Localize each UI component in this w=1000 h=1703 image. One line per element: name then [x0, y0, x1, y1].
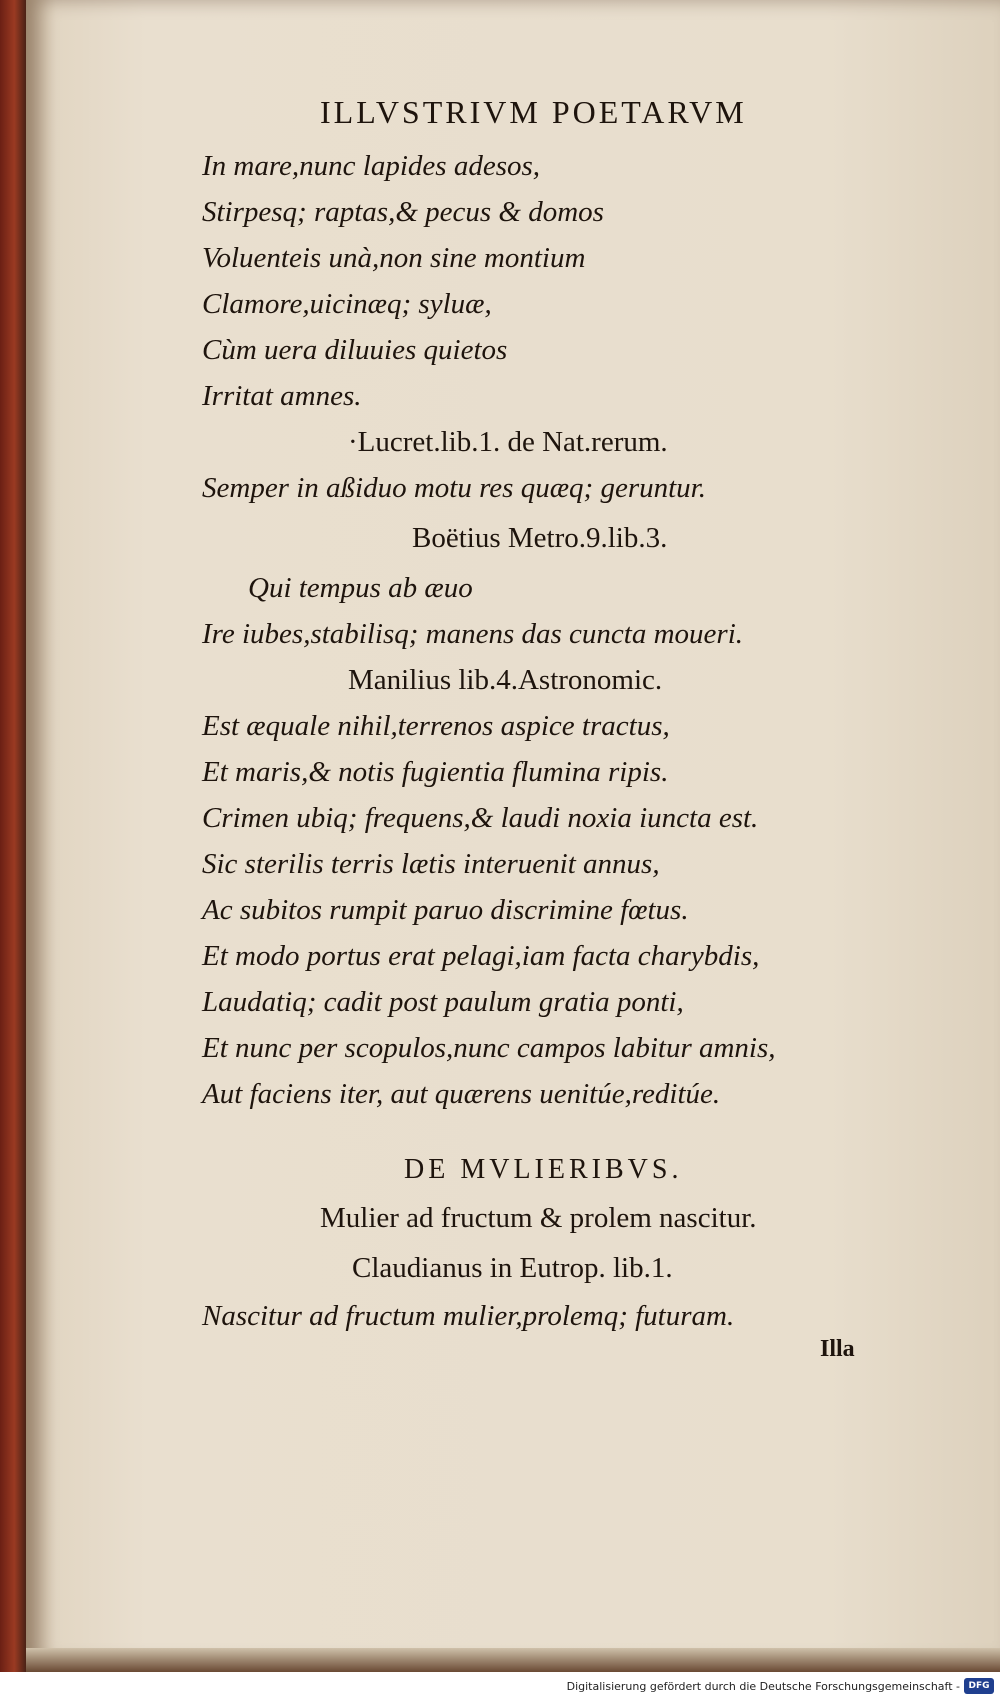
text-line: Est æquale nihil,terrenos aspice tractus,: [202, 710, 670, 742]
book-spine: [0, 0, 26, 1672]
text-line: Crimen ubiq; frequens,& laudi noxia iuncta est.: [202, 802, 759, 834]
text-line: Et nunc per scopulos,nunc campos labitur amnis,: [202, 1032, 776, 1064]
source-heading: ·Lucret.lib.1. de Nat.rerum.: [348, 426, 668, 458]
text-line: Laudatiq; cadit post paulum gratia ponti,: [202, 986, 684, 1018]
source-heading: Boëtius Metro.9.lib.3.: [412, 522, 668, 554]
text-line: In mare,nunc lapides adesos,: [202, 150, 541, 182]
text-line: Qui tempus ab æuo: [248, 572, 473, 604]
text-line: Clamore,uicinæq; syluæ,: [202, 288, 492, 320]
text-line: Irritat amnes.: [202, 380, 362, 412]
text-line: Et maris,& notis fugientia flumina ripis.: [202, 756, 669, 788]
text-line: Cùm uera diluuies quietos: [202, 334, 508, 366]
text-line: Semper in aßiduo motu res quæq; geruntur.: [202, 472, 706, 504]
text-line: Aut faciens iter, aut quærens uenitúe,reditúe.: [202, 1078, 721, 1110]
source-heading: Claudianus in Eutrop. lib.1.: [352, 1252, 673, 1284]
text-line: Et modo portus erat pelagi,iam facta charybdis,: [202, 940, 760, 972]
text-line: Stirpesq; raptas,& pecus & domos: [202, 196, 604, 228]
source-heading: Manilius lib.4.Astronomic.: [348, 664, 663, 696]
text-line: Ire iubes,stabilisq; manens das cuncta moueri.: [202, 618, 744, 650]
footer-credit: Digitalisierung gefördert durch die Deutsche Forschungsgemeinschaft -: [566, 1680, 960, 1693]
text-line: Sic sterilis terris lætis interuenit annus,: [202, 848, 660, 880]
text-line: Voluenteis unà,non sine montium: [202, 242, 586, 274]
running-head: ILLVSTRIVM POETARVM: [320, 94, 747, 130]
text-line: Nascitur ad fructum mulier,prolemq; futuram.: [202, 1300, 735, 1332]
footer: [0, 1672, 1000, 1703]
section-title: DE MVLIERIBVS.: [404, 1154, 683, 1185]
dfg-logo: DFG: [964, 1678, 994, 1694]
text-line: Ac subitos rumpit paruo discrimine fœtus.: [202, 894, 689, 926]
section-subtitle: Mulier ad fructum & prolem nascitur.: [320, 1202, 757, 1234]
catchword: Illa: [820, 1336, 855, 1362]
page-edge: [26, 1648, 1000, 1672]
